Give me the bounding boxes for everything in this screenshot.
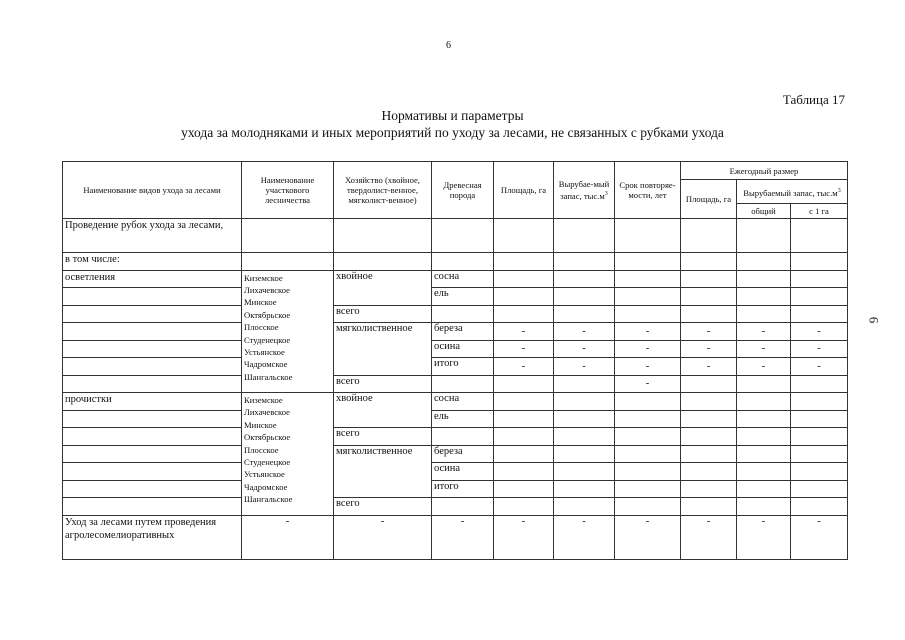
species-pine: сосна [432, 393, 494, 411]
page-number: 6 [446, 40, 451, 51]
dash: - [494, 358, 554, 376]
forestry-name: Устьянское [244, 346, 285, 357]
header-forestry: Наименование участкового лесничества [242, 162, 334, 219]
side-page-number: 6 [866, 316, 882, 324]
forestry-name: Лихачевское [244, 407, 290, 418]
dash: - [737, 358, 791, 376]
dash: - [791, 515, 848, 559]
dash: - [615, 340, 681, 358]
dash: - [554, 358, 615, 376]
species-subtotal: итого [432, 358, 494, 376]
header-area: Площадь, га [494, 162, 554, 219]
dash: - [554, 323, 615, 341]
title-line-1: Нормативы и параметры [381, 108, 524, 123]
dash: - [615, 323, 681, 341]
forestry-name: Киземское [244, 395, 283, 405]
species-birch: береза [432, 323, 494, 341]
forestry-name: Чадромское [244, 359, 288, 370]
economy-total: всего [334, 498, 432, 516]
dash: - [615, 375, 681, 393]
dash: - [681, 515, 737, 559]
header-annual: Ежегодный размер [681, 162, 848, 180]
dash: - [615, 358, 681, 376]
dash: - [681, 358, 737, 376]
dash: - [791, 323, 848, 341]
forestry-list-clearing [242, 270, 334, 393]
dash: - [791, 340, 848, 358]
species-birch: береза [432, 445, 494, 463]
economy-conifer: хвойное [334, 270, 432, 305]
header-stock: Вырубае-мый запас, $тыс.м^3$ [554, 162, 615, 219]
title-line-2: ухода за молодняками и иных мероприятий по уходу за лесами, не связанных с рубками ухода [181, 125, 724, 140]
dash: - [791, 358, 848, 376]
dash: - [737, 340, 791, 358]
forestry-name: Шангальское [244, 371, 293, 382]
forestry-name: Минское [244, 419, 277, 430]
forestry-name: Чадромское [244, 481, 288, 492]
header-annual-stock: Вырубаемый запас, $тыс.м^3$ [737, 180, 848, 204]
species-pine: сосна [432, 270, 494, 288]
row-agro: Уход за лесами путем проведения агролесомелиоративных [63, 515, 242, 559]
species-spruce: ель [432, 410, 494, 428]
dash: - [737, 323, 791, 341]
economy-total: всего [334, 375, 432, 393]
forestry-name: Минское [244, 297, 277, 308]
dash: - [494, 323, 554, 341]
header-kind: Наименование видов ухода за лесами [63, 162, 242, 219]
dash: - [681, 340, 737, 358]
dash: - [681, 323, 737, 341]
economy-conifer: хвойное [334, 393, 432, 428]
economy-total: всего [334, 305, 432, 323]
dash: - [737, 515, 791, 559]
dash: - [242, 515, 334, 559]
norms-table [62, 161, 848, 560]
section-main-title: Проведение рубок ухода за лесами, [63, 219, 242, 253]
forestry-name: Октябрьское [244, 309, 291, 320]
dash: - [334, 515, 432, 559]
forestry-list-thinning [242, 393, 334, 516]
species-subtotal: итого [432, 480, 494, 498]
table-label: Таблица 17 [782, 92, 845, 107]
dash: - [494, 515, 554, 559]
row-thinning: прочистки [63, 393, 242, 411]
forestry-name: Октябрьское [244, 432, 291, 443]
economy-softwood: мягколиственное [334, 445, 432, 498]
dash: - [494, 340, 554, 358]
forestry-name: Плосское [244, 444, 279, 455]
forestry-name: Шангальское [244, 494, 293, 505]
section-including: в том числе: [63, 253, 242, 271]
species-aspen: осина [432, 340, 494, 358]
header-total: общий [737, 204, 791, 219]
species-spruce: ель [432, 288, 494, 306]
dash: - [432, 515, 494, 559]
header-species: Древесная порода [432, 162, 494, 219]
header-per-ha: с 1 га [791, 204, 848, 219]
forestry-name: Лихачевское [244, 284, 290, 295]
forestry-name: Студенецкое [244, 334, 291, 345]
row-clearing: осветления [63, 270, 242, 288]
species-aspen: осина [432, 463, 494, 481]
forestry-name: Студенецкое [244, 457, 291, 468]
forestry-name: Плосское [244, 322, 279, 333]
header-period: Срок повторяе-мости, лет [615, 162, 681, 219]
economy-total: всего [334, 428, 432, 446]
header-annual-area: Площадь, га [681, 180, 737, 219]
forestry-name: Киземское [244, 272, 283, 283]
dash: - [554, 340, 615, 358]
economy-softwood: мягколиственное [334, 323, 432, 376]
dash: - [615, 515, 681, 559]
dash: - [554, 515, 615, 559]
forestry-name: Устьянское [244, 469, 285, 480]
header-economy: Хозяйство (хвойное, твердолист-венное, мягколист-венное) [334, 162, 432, 219]
